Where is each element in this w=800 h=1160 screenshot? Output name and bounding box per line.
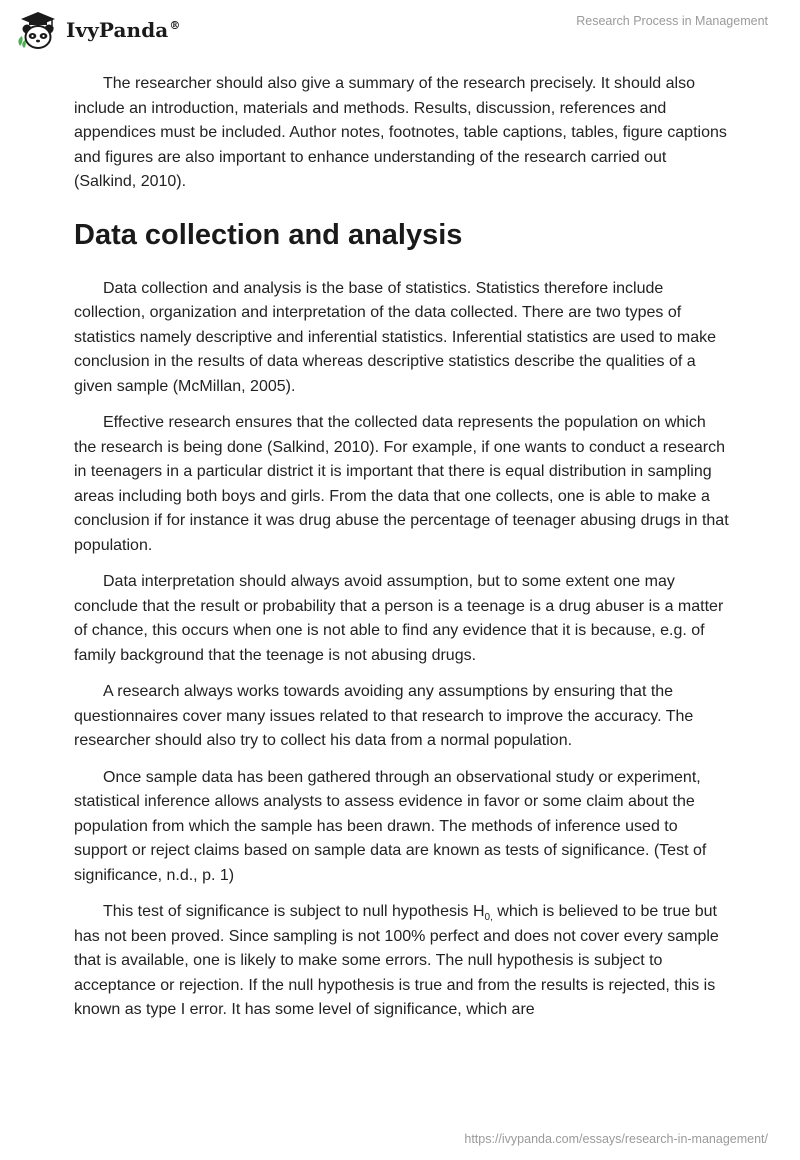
article-body — [74, 72, 730, 1035]
brand-name: IvyPanda® — [66, 18, 181, 42]
paragraph-intro: The researcher should also give a summary of the research precisely. It should also include an introduction, materials and methods. Results, discussion, references and appendices must be included. Author notes, footnotes, table captions, tables, figure captions and figures are also important to enhance understanding of the research carried out (Salkind, 2010). — [74, 75, 727, 190]
paragraph: Once sample data has been gathered through an observational study or experiment, statistical inference allows analysts to assess evidence in favor or some claim about the population from which the sample has been drawn. The methods of inference used to support or reject claims based on sample data are known as tests of significance. (Test of significance, n.d., p. 1) — [74, 768, 707, 884]
paragraph: Data interpretation should always avoid assumption, but to some extent one may conclude that the result or probability that a person is a teenage is a drug abuser is a matter of chance, this occurs when one is not able to find any evidence that it is because, e.g. of family background that the teenage is not abusing drugs. — [74, 573, 724, 664]
paragraph-null-hypothesis: This test of significance is subject to null hypothesis $H_{0,}$ which is believed to be true but has not been proved. Since sampling is not 100% perfect and does not cover every sample that is available, one is likely to make some errors. The null hypothesis is subject to acceptance or rejection. If the null hypothesis is true and from the results is rejected, this is known as type I error. It has some level of significance, which are — [74, 903, 719, 1018]
document-title: Research Process in Management — [576, 14, 768, 28]
panda-graduate-icon — [14, 10, 60, 50]
page-header — [0, 0, 800, 60]
paragraph: Data collection and analysis is the base of statistics. Statistics therefore include collection, organization and interpretation of the data collected. There are two types of statistics namely descriptive and inferential statistics. Inferential statistics are used to make conclusion in the results of data whereas descriptive statistics describe the qualities of a given sample (McMillan, 2005). — [74, 279, 717, 395]
paragraph: A research always works towards avoiding any assumptions by ensuring that the questionnaires cover many issues related to that research to improve the accuracy. The researcher should also try to collect his data from a normal population. — [74, 683, 694, 749]
source-url[interactable]: https://ivypanda.com/essays/research-in-management/ — [464, 1132, 768, 1146]
paragraph: Effective research ensures that the collected data represents the population on which the research is being done (Salkind, 2010). For example, if one wants to conduct a research in teenagers in a particular district it is important that there is equal distribution in sampling areas including both boys and girls. From the data that one collects, one is able to make a conclusion if for instance it was drug abuse the percentage of teenager abusing drugs in that population. — [74, 414, 729, 554]
section-heading: Data collection and analysis — [74, 218, 463, 251]
ivypanda-logo[interactable] — [14, 10, 180, 50]
